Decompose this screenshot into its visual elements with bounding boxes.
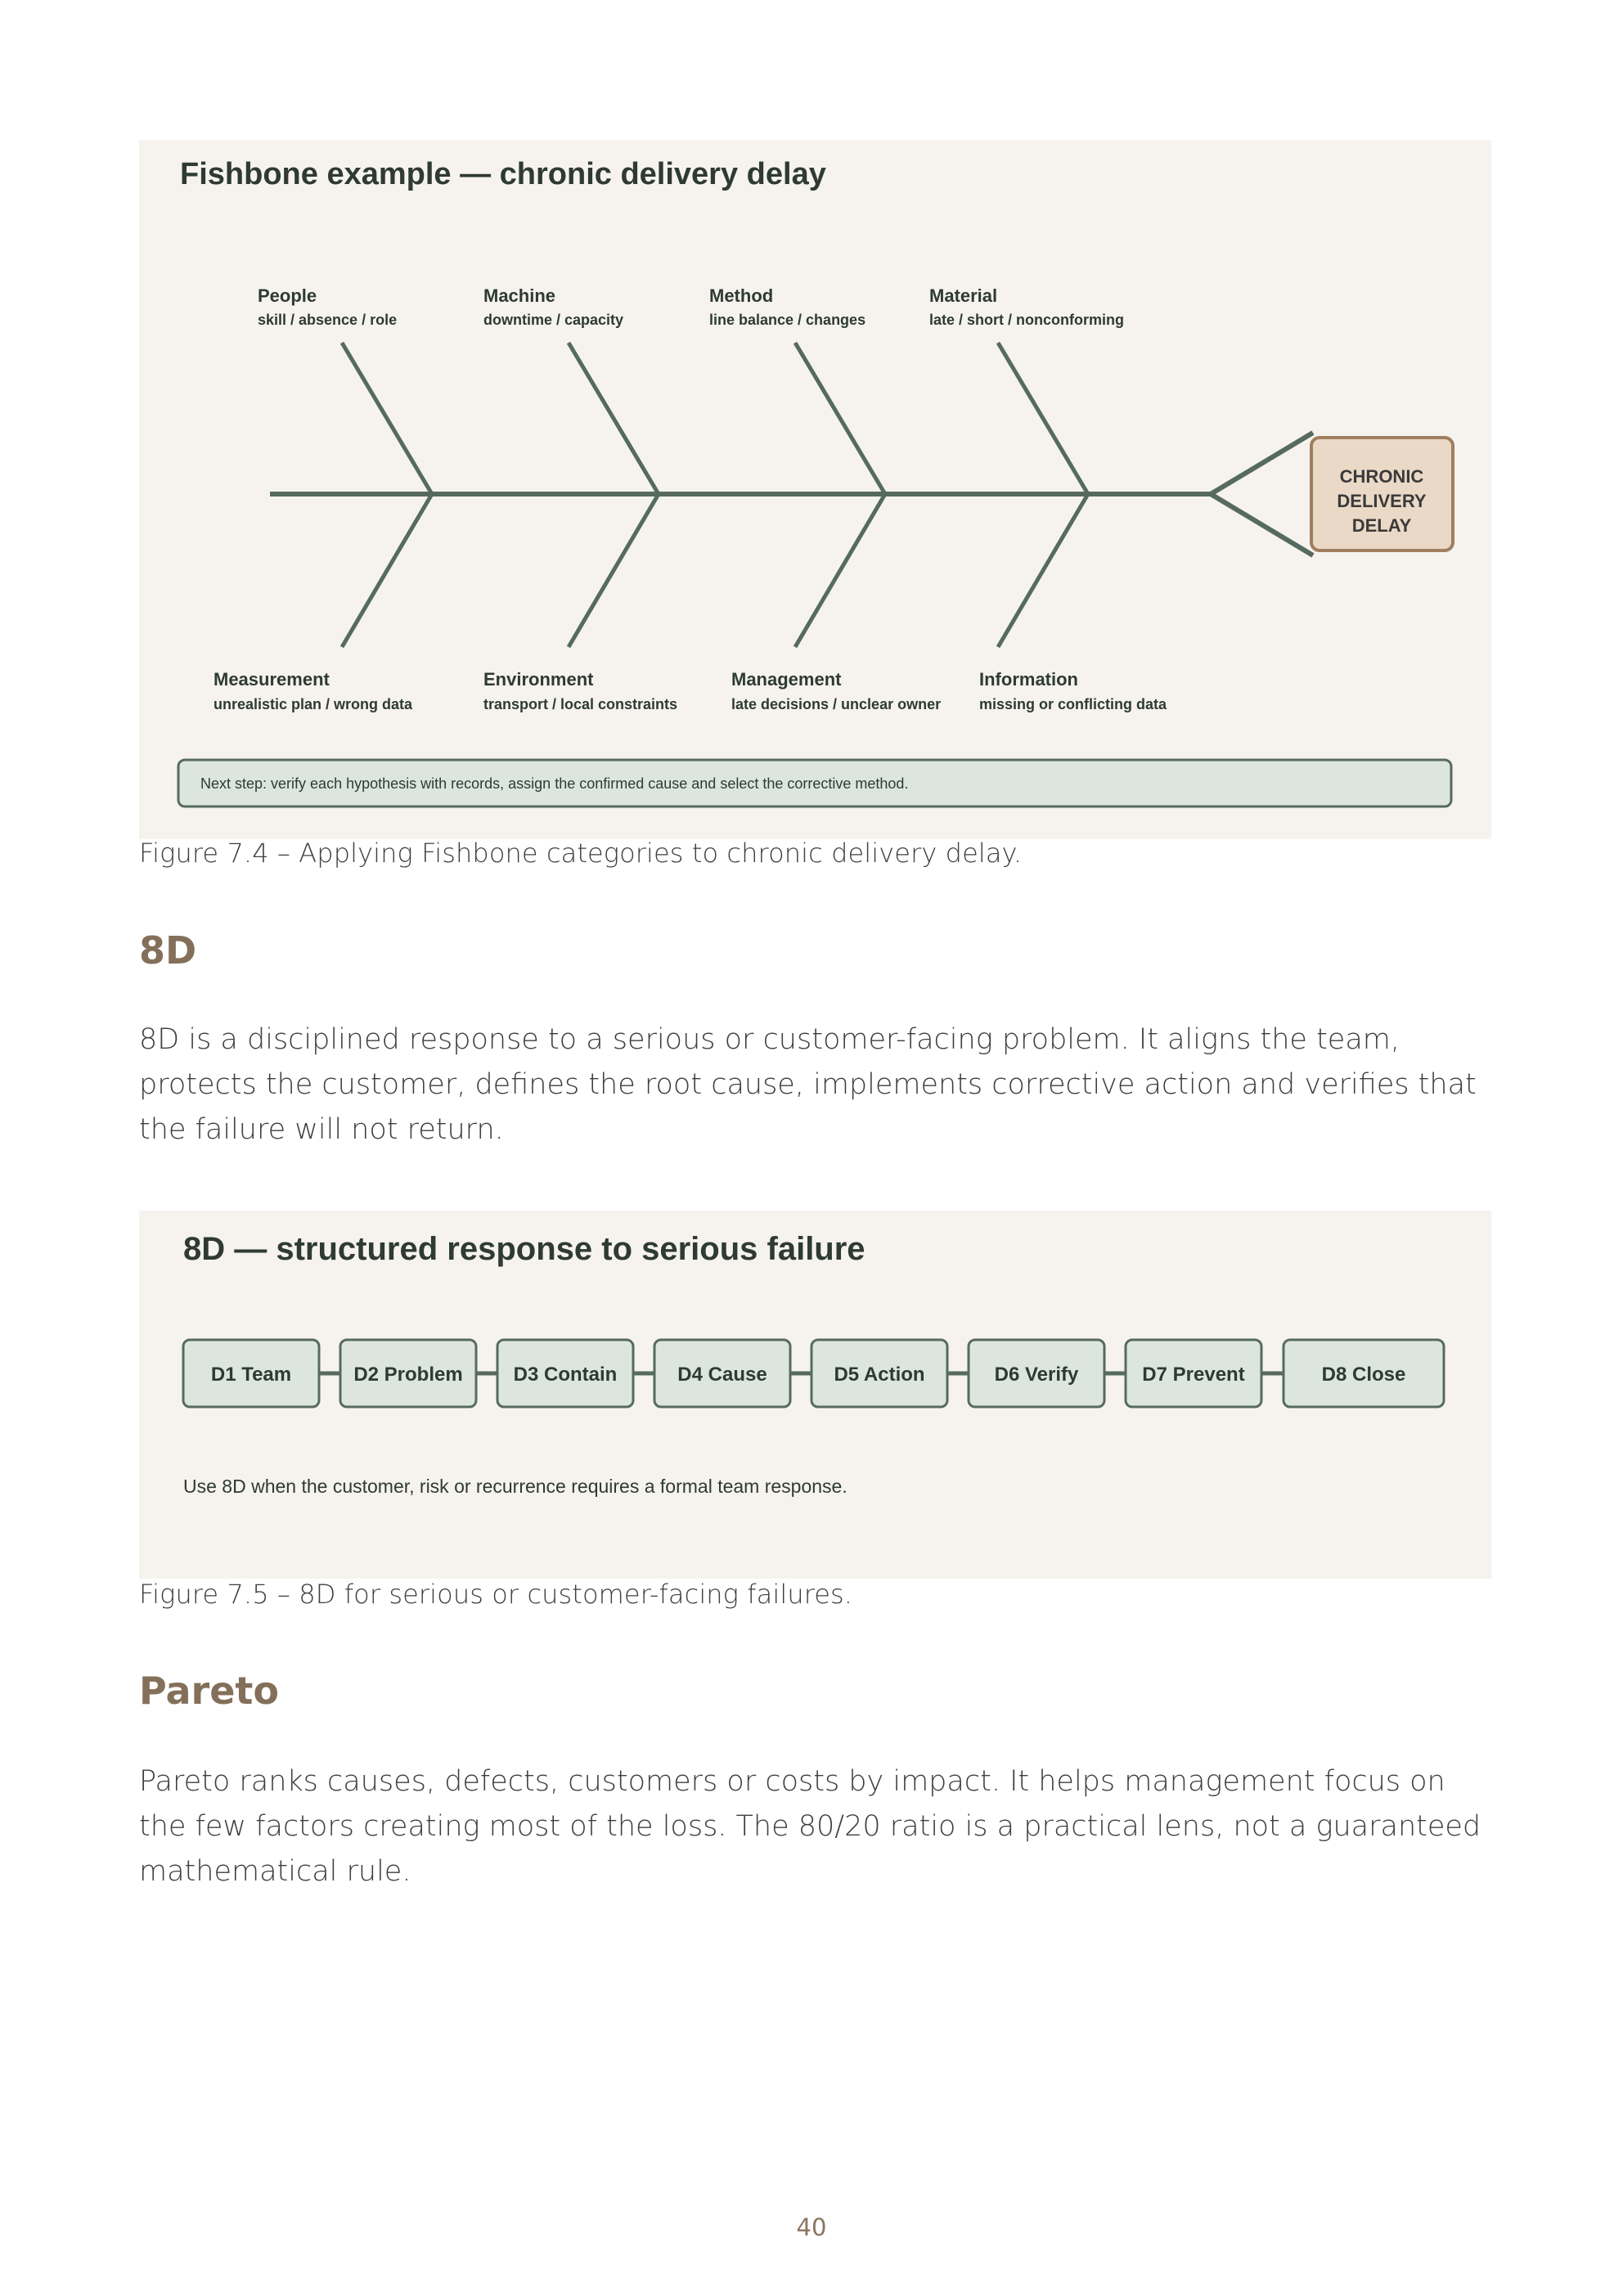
eight-d-note: Use 8D when the customer, risk or recurrence requires a formal team response. <box>183 1476 847 1497</box>
category-detail: skill / absence / role <box>258 312 398 328</box>
figure-caption: Figure 7.5 – 8D for serious or customer-facing failures. <box>139 1579 853 1610</box>
fishbone-title: Fishbone example — chronic delivery delay <box>180 157 826 191</box>
eight-d-diagram <box>139 1211 1491 1579</box>
step-label: D8 Close <box>1321 1364 1406 1386</box>
rib-information <box>998 494 1088 647</box>
rib-material <box>998 343 1088 494</box>
category-name: Machine <box>483 285 556 306</box>
fishbone-diagram <box>139 140 1491 839</box>
category-detail: late / short / nonconforming <box>929 312 1124 328</box>
rib-people <box>342 343 432 494</box>
paragraph-8d: 8D is a disciplined response to a serious or customer-facing problem. It aligns the team, protects the customer, defines the root cause, implements corrective action and verifies that the failure will not return. <box>139 1023 1477 1146</box>
section-heading-pareto: Pareto <box>139 1669 279 1713</box>
rib-machine <box>569 343 659 494</box>
eight-d-title: 8D — structured response to serious failure <box>183 1231 865 1267</box>
category-name: Environment <box>483 669 594 690</box>
step-label: D2 Problem <box>353 1364 463 1386</box>
step-label: D5 Action <box>834 1364 925 1386</box>
step-label: D6 Verify <box>994 1364 1079 1386</box>
category-detail: line balance / changes <box>709 312 866 328</box>
next-step-text: Next step: verify each hypothesis with records, assign the confirmed cause and select the corrective method. <box>200 775 909 792</box>
head-connector-upper <box>1211 433 1313 494</box>
step-label: D7 Prevent <box>1142 1364 1245 1386</box>
category-detail: downtime / capacity <box>483 312 624 328</box>
rib-measurement <box>342 494 432 647</box>
problem-head-line: DELAY <box>1351 515 1412 536</box>
section-heading-8d: 8D <box>139 928 197 973</box>
rib-management <box>795 494 885 647</box>
category-name: People <box>258 285 317 306</box>
category-detail: transport / local constraints <box>483 696 678 712</box>
rib-method <box>795 343 885 494</box>
category-name: Management <box>731 669 842 690</box>
problem-head-line: DELIVERY <box>1337 491 1427 511</box>
category-detail: missing or conflicting data <box>979 696 1167 712</box>
category-name: Method <box>709 285 774 306</box>
figure-caption: Figure 7.4 – Applying Fishbone categories to chronic delivery delay. <box>139 838 1023 869</box>
category-detail: unrealistic plan / wrong data <box>214 696 413 712</box>
page-number: 40 <box>796 2213 827 2241</box>
category-name: Measurement <box>214 669 330 690</box>
category-name: Information <box>979 669 1078 690</box>
paragraph-pareto: Pareto ranks causes, defects, customers or costs by impact. It helps management focus on the few factors creating most of the loss. The 80/20 ratio is a practical lens, not a guaranteed mathematical rule. <box>139 1765 1481 1888</box>
category-name: Material <box>929 285 998 306</box>
category-detail: late decisions / unclear owner <box>731 696 942 712</box>
rib-environment <box>569 494 659 647</box>
step-label: D4 Cause <box>677 1364 767 1386</box>
eight-d-figure <box>139 1211 1491 1579</box>
problem-head-line: CHRONIC <box>1339 466 1424 487</box>
fishbone-figure <box>139 140 1491 839</box>
step-label: D1 Team <box>210 1364 292 1386</box>
step-label: D3 Contain <box>513 1364 618 1386</box>
head-connector-lower <box>1211 494 1313 555</box>
